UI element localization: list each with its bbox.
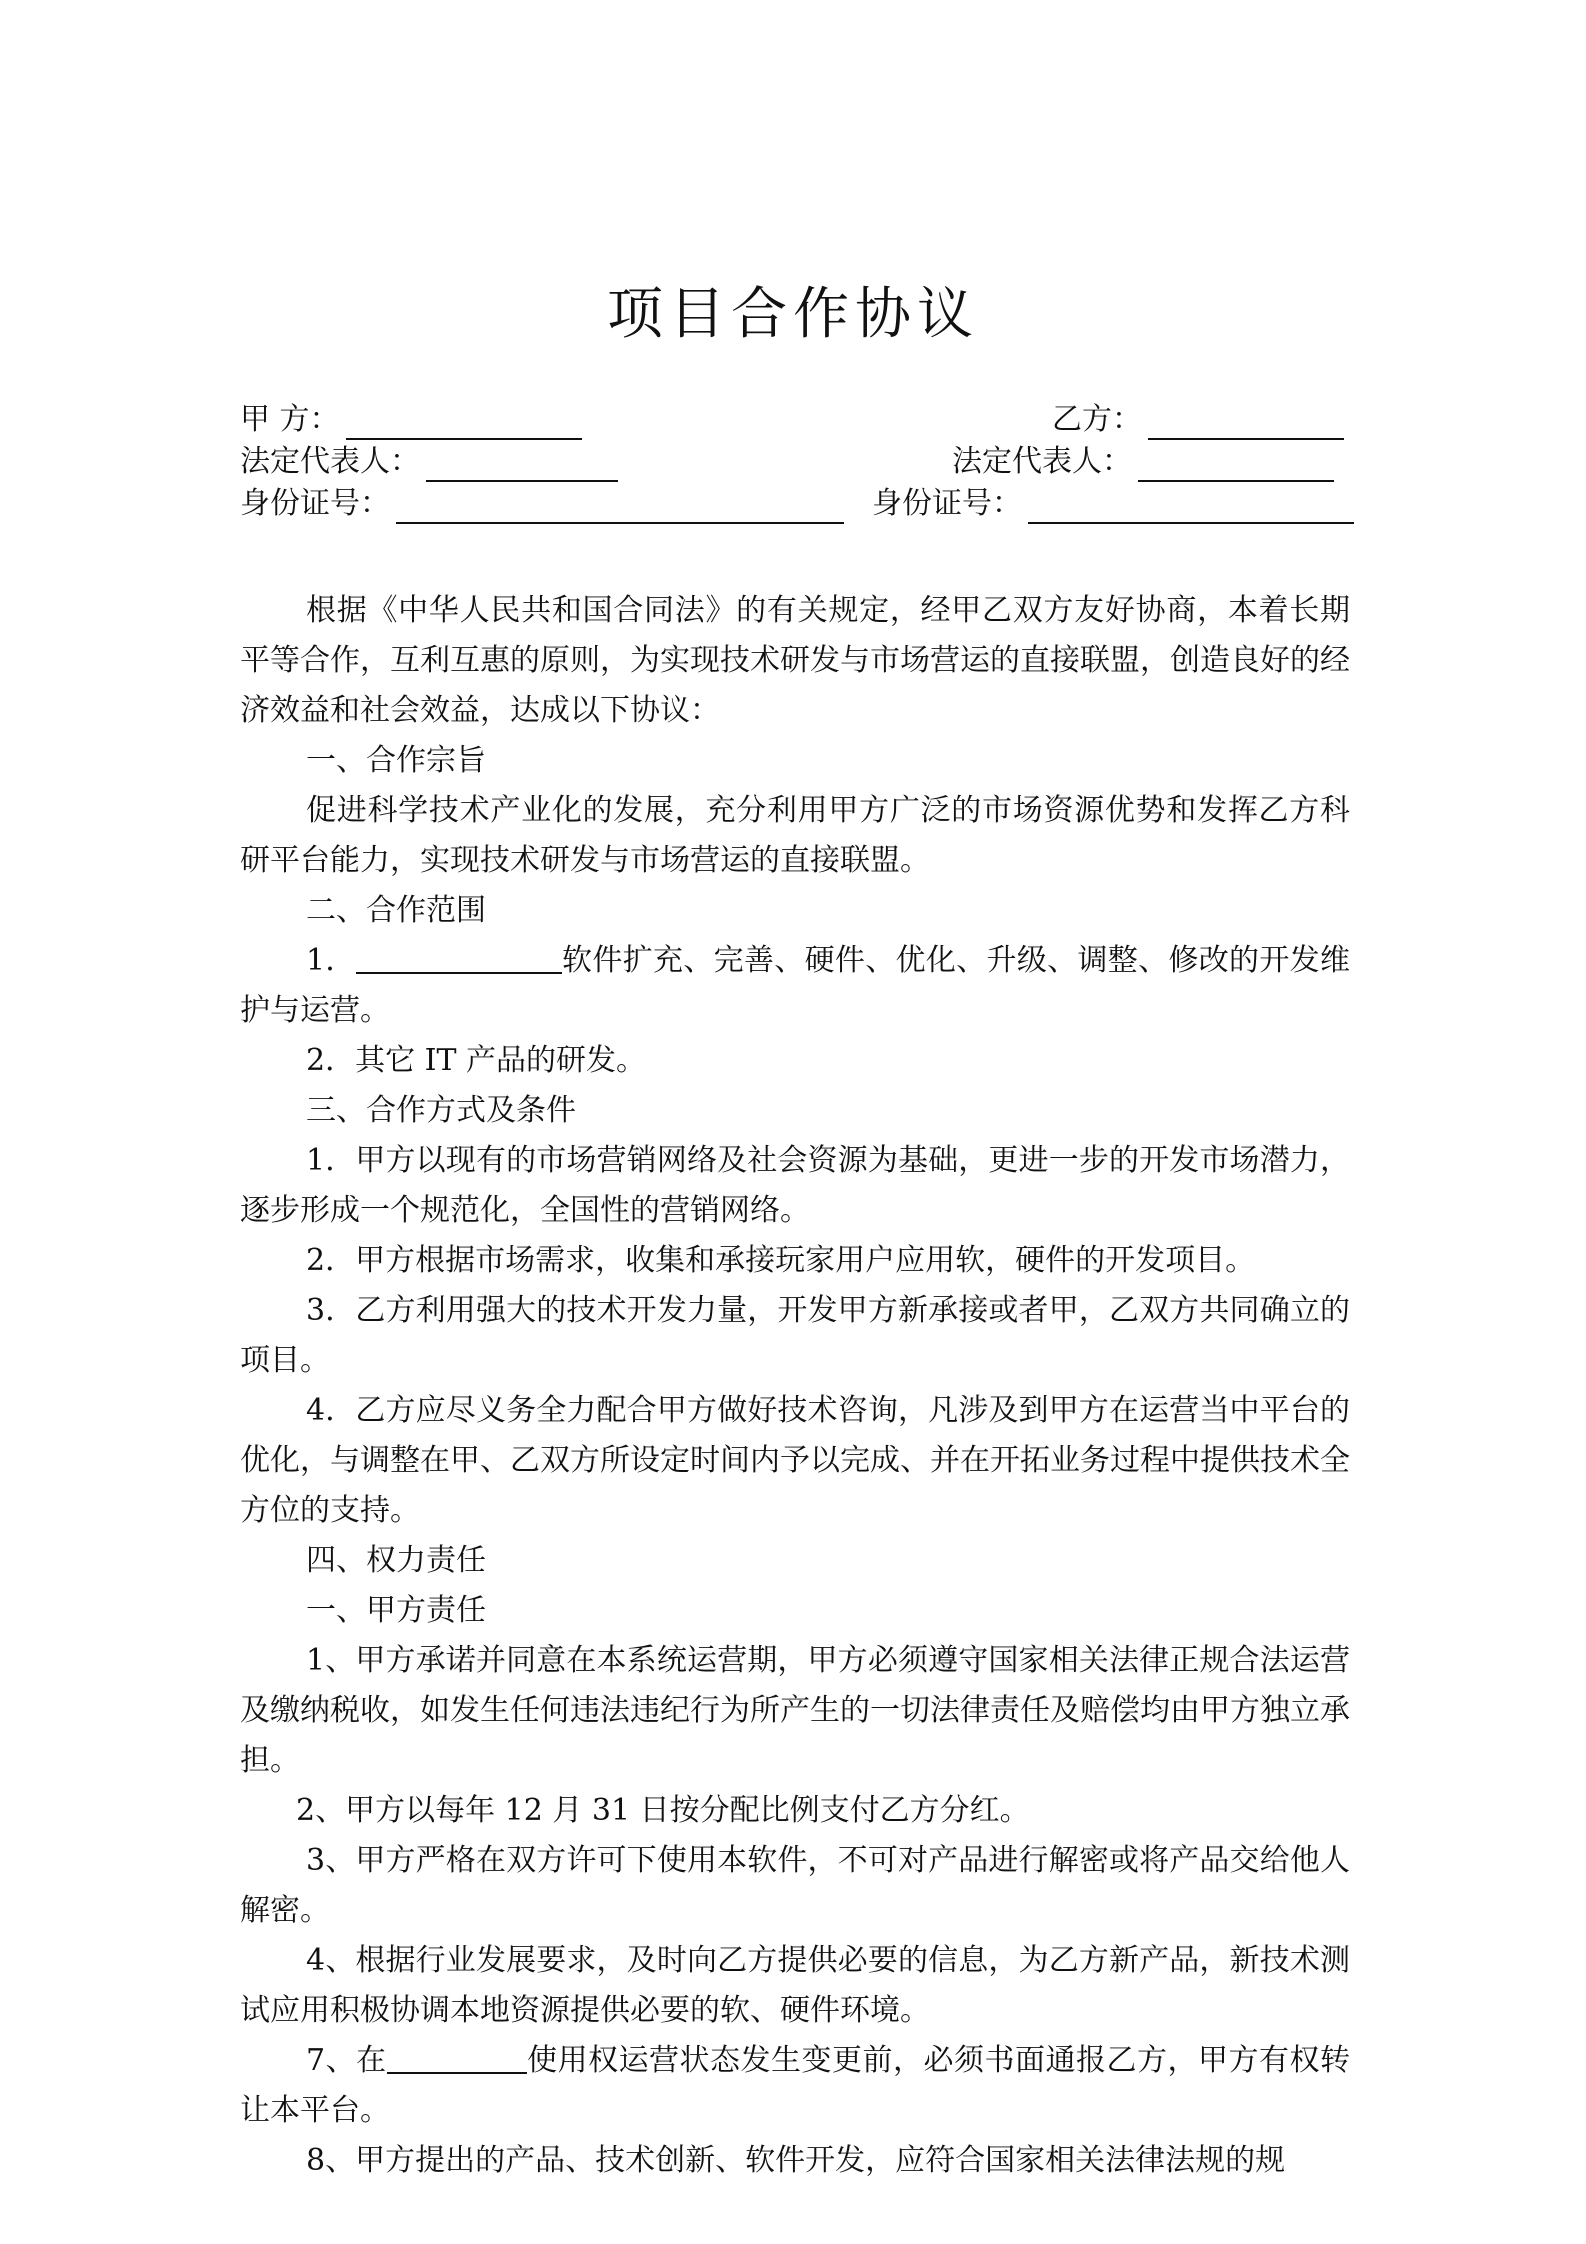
section-4-item-4: 4、根据行业发展要求，及时向乙方提供必要的信息，为乙方新产品，新技术测试应用积极协调本地资源提供必要的软、硬件环境。 [240, 1943, 1350, 2028]
section-3-item-2: 2．甲方根据市场需求，收集和承接玩家用户应用软，硬件的开发项目。 [306, 1243, 1256, 1278]
rep-b-row [952, 442, 1334, 482]
section-2-item-1-number: 1． [306, 943, 356, 978]
section-1-heading: 一、合作宗旨 [306, 743, 486, 778]
section-4-item-7-blank [387, 2044, 527, 2074]
section-2-item-1-text: 软件扩充、完善、硬件、优化、升级、调整、修改的开发维护与运营。 [240, 943, 1351, 1028]
section-4-subheading-1: 一、甲方责任 [306, 1593, 486, 1628]
section-4-item-7 [240, 2036, 1350, 2136]
contract-body [240, 586, 1350, 2186]
section-3-item-3: 3．乙方利用强大的技术开发力量，开发甲方新承接或者甲，乙双方共同确立的项目。 [240, 1293, 1350, 1378]
id-a-label: 身份证号： [240, 486, 390, 521]
rep-b-label: 法定代表人： [952, 444, 1132, 479]
rep-b-blank [1138, 450, 1334, 482]
section-3-heading: 三、合作方式及条件 [306, 1093, 576, 1128]
id-a-row [240, 484, 844, 524]
section-4-item-8: 8、甲方提出的产品、技术创新、软件开发，应符合国家相关法律法规的规 [306, 2143, 1286, 2178]
section-2-item-2: 2．其它 IT 产品的研发。 [306, 1043, 647, 1078]
party-a-label: 甲 方： [240, 402, 340, 437]
section-4-item-7-number: 7、在 [306, 2043, 387, 2078]
section-4-heading: 四、权力责任 [306, 1543, 486, 1578]
id-b-label: 身份证号： [872, 486, 1022, 521]
section-2-item-1-blank [356, 944, 562, 974]
section-4-item-7-text: 使用权运营状态发生变更前，必须书面通报乙方，甲方有权转让本平台。 [240, 2043, 1350, 2128]
section-2-item-1 [240, 936, 1350, 1036]
party-b-label: 乙方： [1052, 402, 1142, 437]
intro-paragraph: 根据《中华人民共和国合同法》的有关规定，经甲乙双方友好协商，本着长期平等合作，互利互惠的原则，为实现技术研发与市场营运的直接联盟，创造良好的经济效益和社会效益，达成以下协议： [240, 593, 1350, 728]
id-a-blank [396, 492, 844, 524]
document-title: 项目合作协议 [607, 282, 979, 347]
section-1-body: 促进科学技术产业化的发展，充分利用甲方广泛的市场资源优势和发挥乙方科研平台能力，实现技术研发与市场营运的直接联盟。 [240, 793, 1350, 878]
id-b-blank [1028, 492, 1354, 524]
section-4-item-1: 1、甲方承诺并同意在本系统运营期，甲方必须遵守国家相关法律正规合法运营及缴纳税收，如发生任何违法违纪行为所产生的一切法律责任及赔偿均由甲方独立承担。 [240, 1643, 1350, 1778]
section-2-heading: 二、合作范围 [306, 893, 486, 928]
party-b-row [1052, 400, 1344, 440]
section-4-item-3: 3、甲方严格在双方许可下使用本软件，不可对产品进行解密或将产品交给他人解密。 [240, 1843, 1350, 1928]
party-a-blank [346, 408, 582, 440]
rep-a-blank [426, 450, 618, 482]
party-b-blank [1148, 408, 1344, 440]
section-3-item-4: 4．乙方应尽义务全力配合甲方做好技术咨询，凡涉及到甲方在运营当中平台的优化，与调整在甲、乙双方所设定时间内予以完成、并在开拓业务过程中提供技术全方位的支持。 [240, 1393, 1350, 1528]
id-b-row [872, 484, 1354, 524]
section-3-item-1: 1．甲方以现有的市场营销网络及社会资源为基础，更进一步的开发市场潜力，逐步形成一个规范化，全国性的营销网络。 [240, 1143, 1350, 1228]
rep-a-label: 法定代表人： [240, 444, 420, 479]
party-a-row [240, 400, 582, 440]
rep-a-row [240, 442, 618, 482]
section-4-item-2: 2、甲方以每年 12 月 31 日按分配比例支付乙方分红。 [296, 1793, 1030, 1828]
